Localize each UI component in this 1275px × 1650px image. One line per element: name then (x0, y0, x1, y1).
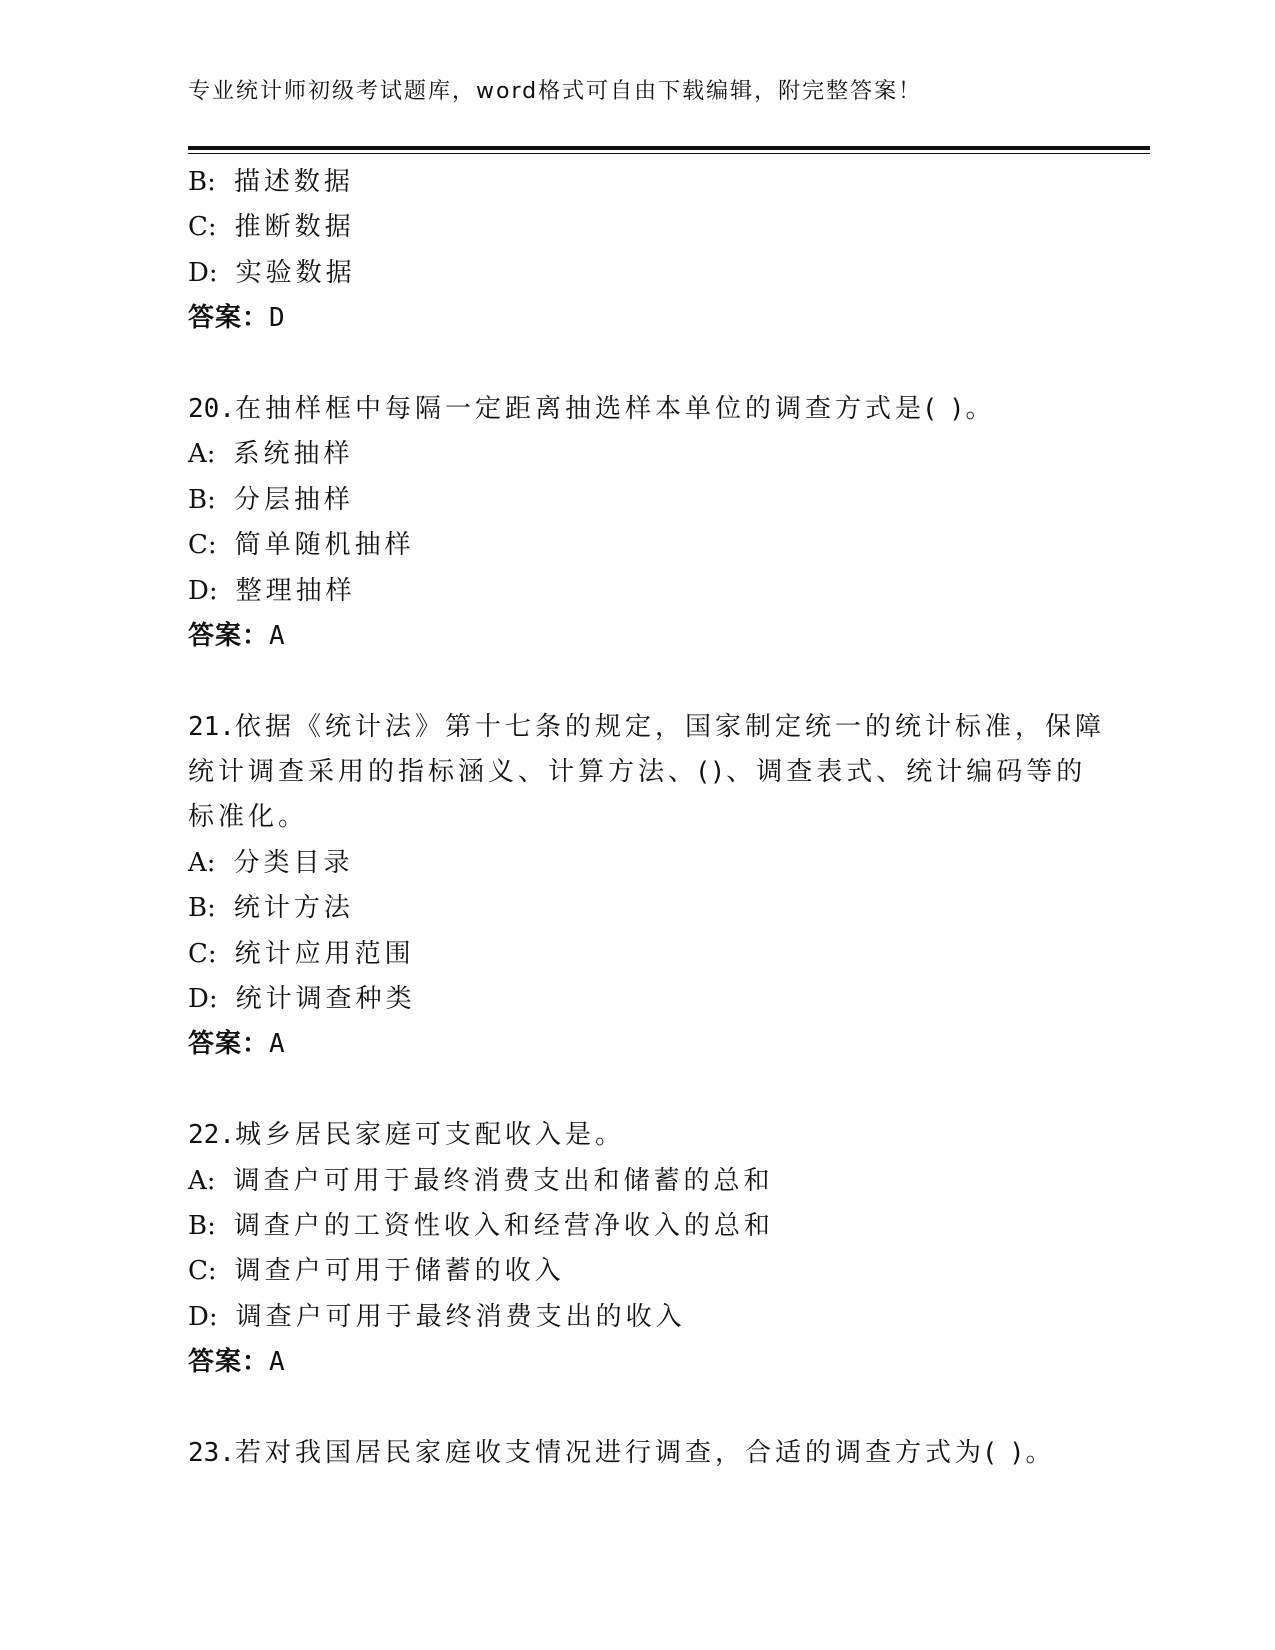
question-block (188, 1431, 1088, 1476)
option-text: 统计调查种类 (235, 984, 416, 1015)
option-key: B: (188, 167, 216, 197)
question-stem-text: 依据《统计法》第十七条的规定，国家制定统一的统计标准，保障 (234, 711, 1105, 742)
answer-label: 答案： (188, 620, 270, 651)
option-key: D: (188, 1301, 218, 1332)
question-block (188, 1113, 1088, 1385)
option-text: 调查户的工资性收入和经营净收入的总和 (233, 1210, 774, 1241)
answer-label: 答案： (188, 1029, 270, 1060)
answer-option (188, 1159, 1088, 1204)
answer-option (188, 569, 1088, 614)
question-gap (188, 659, 1088, 704)
answer-line (188, 1340, 1088, 1385)
option-text: 统计方法 (233, 893, 354, 924)
question-list (188, 160, 1105, 1476)
question-number: 23. (188, 1437, 235, 1468)
question-number: 22. (188, 1120, 235, 1151)
option-text: 整理抽样 (235, 575, 356, 606)
answer-option (188, 977, 1088, 1022)
option-key: B: (188, 893, 216, 924)
question-gap (188, 1068, 1088, 1113)
question-stem-line (188, 795, 1088, 840)
answer-value: A (269, 1347, 285, 1378)
question-stem-line (188, 750, 1088, 795)
answer-option (188, 841, 1088, 886)
option-key: D: (188, 575, 218, 606)
option-text: 分层抽样 (233, 484, 354, 515)
header-rule-thick (188, 146, 1150, 150)
answer-line (188, 296, 1088, 341)
question-stem-line (188, 387, 1088, 432)
question-block (188, 705, 1105, 1068)
answer-option (188, 1249, 1088, 1294)
question-number: 20. (188, 393, 235, 424)
option-key: C: (188, 530, 217, 561)
answer-option (188, 1295, 1088, 1340)
answer-option (188, 523, 1088, 568)
answer-option (188, 432, 1088, 477)
option-text: 系统抽样 (233, 439, 354, 470)
question-stem-line (188, 1431, 1088, 1476)
answer-value: A (269, 620, 285, 651)
question-stem-line (188, 1113, 1088, 1158)
answer-option (188, 932, 1088, 977)
answer-option (188, 1204, 1088, 1249)
question-number: 21. (188, 711, 235, 742)
option-key: B: (188, 1210, 216, 1241)
option-key: C: (188, 212, 217, 243)
answer-value: A (269, 1029, 285, 1060)
option-key: A: (188, 439, 216, 470)
answer-option (188, 478, 1088, 523)
question-block (188, 160, 1088, 342)
header-rule-thin (188, 153, 1150, 154)
option-text: 分类目录 (233, 847, 354, 878)
option-key: C: (188, 938, 217, 969)
answer-label: 答案： (188, 303, 270, 334)
option-key: D: (188, 257, 218, 288)
answer-value: D (269, 303, 285, 334)
question-stem-text: 若对我国居民家庭收支情况进行调查，合适的调查方式为( )。 (234, 1437, 1056, 1468)
answer-option (188, 251, 1088, 296)
answer-option (188, 160, 1088, 205)
option-text: 描述数据 (233, 167, 354, 197)
page-header: 专业统计师初级考试题库，word格式可自由下载编辑，附完整答案！ (188, 79, 923, 104)
option-text: 实验数据 (235, 257, 356, 288)
answer-option (188, 886, 1088, 931)
answer-label: 答案： (188, 1347, 270, 1378)
option-key: D: (188, 984, 218, 1015)
option-text: 推断数据 (234, 212, 355, 243)
question-stem-text: 标准化。 (188, 802, 309, 833)
option-key: B: (188, 484, 216, 515)
option-key: A: (188, 847, 216, 878)
question-stem-text: 城乡居民家庭可支配收入是。 (234, 1120, 625, 1151)
option-key: C: (188, 1256, 217, 1287)
option-text: 简单随机抽样 (234, 530, 415, 561)
option-text: 调查户可用于最终消费支出的收入 (235, 1301, 686, 1332)
question-stem-line (188, 705, 1105, 750)
option-text: 调查户可用于最终消费支出和储蓄的总和 (233, 1165, 774, 1196)
question-stem-text: 在抽样框中每隔一定距离抽选样本单位的调查方式是( )。 (234, 393, 996, 424)
question-gap (188, 1386, 1088, 1431)
answer-line (188, 1022, 1088, 1067)
option-text: 调查户可用于储蓄的收入 (234, 1256, 565, 1287)
question-stem-text: 统计调查采用的指标涵义、计算方法、()、调查表式、统计编码等的 (188, 757, 1087, 788)
answer-line (188, 614, 1088, 659)
question-gap (188, 342, 1088, 387)
option-text: 统计应用范围 (234, 938, 415, 969)
question-block (188, 387, 1088, 659)
option-key: A: (188, 1165, 216, 1196)
answer-option (188, 205, 1088, 250)
